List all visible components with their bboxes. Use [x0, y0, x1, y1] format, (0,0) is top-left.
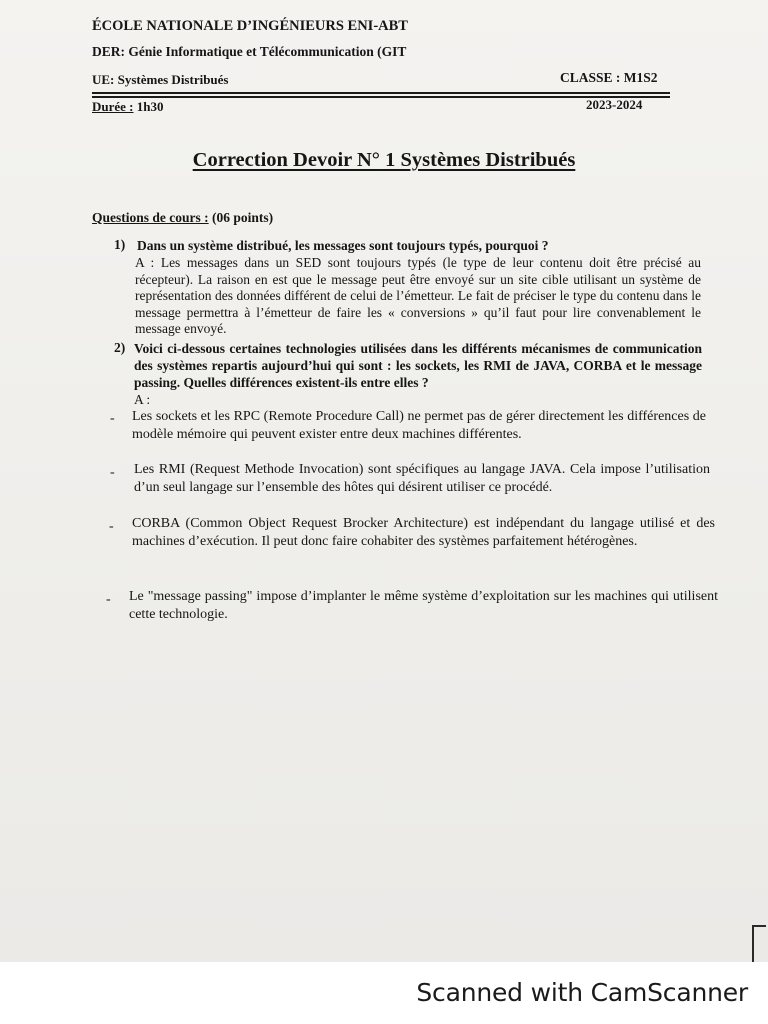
bullet-dash: - [109, 519, 114, 534]
question-2-number: 2) [114, 340, 126, 355]
bullet-dash: - [110, 465, 115, 480]
duration-value: 1h30 [133, 99, 164, 114]
page-edge-mark [752, 925, 766, 963]
school-name: ÉCOLE NATIONALE D’INGÉNIEURS ENI-ABT [92, 18, 408, 34]
section-label: Questions de cours : [92, 210, 209, 225]
academic-year: 2023-2024 [586, 97, 643, 112]
duration [92, 99, 164, 115]
question-1-text: Dans un système distribué, les messages sont toujours typés, pourquoi ? [137, 238, 549, 253]
header-rule-bottom [92, 96, 670, 98]
bullet-dash: - [110, 411, 115, 426]
list-item-sockets: Les sockets et les RPC (Remote Procedure Call) ne permet pas de gérer directement les différences de modèle mémoire qui peuvent exister entre deux machines différentes. [132, 409, 706, 442]
bullet-dash: - [106, 592, 111, 607]
question-1-number: 1) [114, 237, 126, 252]
section-points: (06 points) [208, 210, 274, 225]
header-rule-top [92, 92, 670, 94]
question-2-answer: A : [134, 392, 151, 407]
list-item-message-passing: Le "message passing" impose d’implanter le même système d’exploitation sur les machines qui utilisent cette technologie. [129, 589, 718, 622]
class-label: CLASSE : M1S2 [560, 70, 658, 85]
duration-label: Durée : [92, 99, 134, 114]
section-heading [92, 210, 273, 226]
camscanner-watermark: Scanned with CamScanner [416, 978, 748, 1007]
department-name: DER: Génie Informatique et Télécommunication (GIT [92, 44, 407, 59]
page-title: Correction Devoir N° 1 Systèmes Distribués [192, 149, 576, 171]
list-item-corba: CORBA (Common Object Request Brocker Architecture) est indépendant du langage utilisé et des machines d’exécution. Il peut donc faire cohabiter des systèmes parfaitement hétérogènes. [132, 516, 715, 549]
question-1-answer: A : Les messages dans un SED sont toujours typés (le type de leur contenu doit être précisé au récepteur). La raison en est que le message peut être envoyé sur un site cible utilisant un système de représentation des données différent de celui de l’émetteur. Le fait de préciser le type du contenu dans le message permettra à l’émetteur de faire les « conversions » qu’il faut pour lire convenablement le message envoyé. [135, 255, 701, 336]
list-item-rmi: Les RMI (Request Methode Invocation) sont spécifiques au langage JAVA. Cela impose l’utilisation d’un seul langage sur l’ensemble des hôtes qui désirent utiliser ce procédé. [134, 462, 710, 495]
question-2-text: Voici ci-dessous certaines technologies utilisées dans les différents mécanismes de communication des systèmes repartis aujourd’hui qui sont : les sockets, les RMI de JAVA, CORBA et le message passing. Quelles différences existent-ils entre elles ? [134, 341, 702, 390]
course-name: UE: Systèmes Distribués [92, 72, 229, 87]
